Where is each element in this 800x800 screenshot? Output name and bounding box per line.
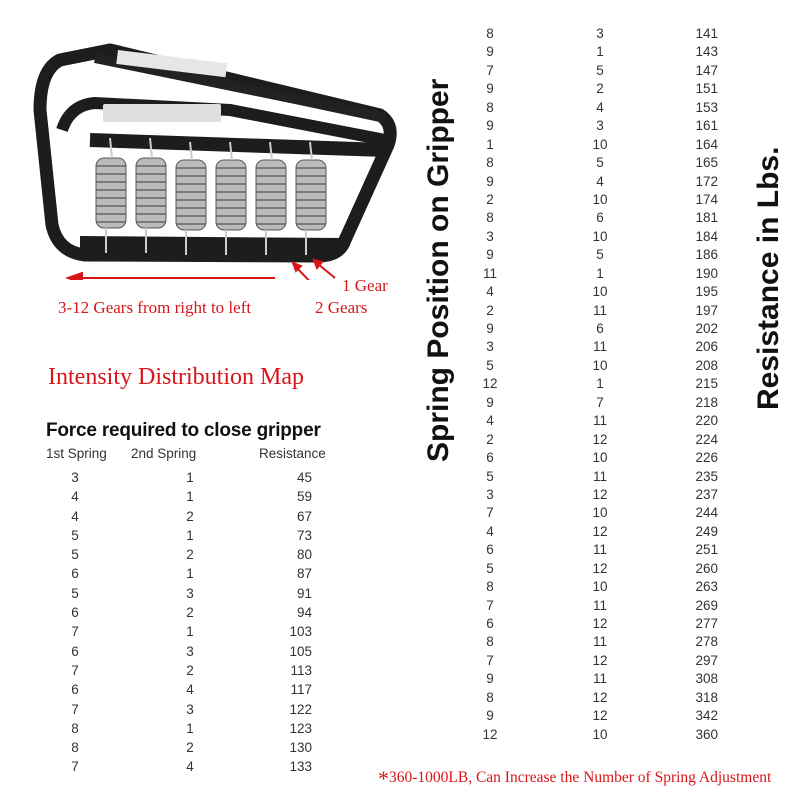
- first-spring-cell: 9: [486, 81, 494, 97]
- second-spring-cell: 3: [186, 701, 194, 717]
- first-spring-cell: 5: [71, 547, 79, 563]
- first-spring-cell: 6: [71, 682, 79, 698]
- header-resistance: Resistance: [259, 446, 326, 461]
- resistance-cell: 184: [695, 228, 718, 244]
- resistance-cell: 105: [289, 643, 312, 659]
- resistance-cell: 172: [695, 173, 718, 189]
- second-spring-cell: 12: [592, 689, 608, 705]
- table-row: [0, 663, 400, 682]
- table-row: [0, 605, 400, 624]
- table-row: [460, 524, 720, 542]
- table-row: [0, 509, 400, 528]
- resistance-cell: 202: [695, 321, 718, 336]
- second-spring-cell: 11: [592, 542, 607, 558]
- resistance-cell: 153: [695, 99, 718, 115]
- first-spring-cell: 4: [486, 284, 494, 300]
- resistance-cell: 174: [695, 191, 718, 207]
- resistance-cell: 297: [695, 652, 718, 668]
- resistance-cell: 206: [695, 339, 718, 355]
- second-spring-cell: 11: [592, 339, 607, 355]
- footnote-text: 360-1000LB, Can Increase the Number of Spring Adjustment: [389, 769, 772, 786]
- resistance-cell: 123: [289, 720, 312, 736]
- resistance-cell: 181: [695, 210, 718, 226]
- first-spring-cell: 8: [486, 99, 494, 115]
- table-row: [460, 413, 720, 431]
- first-spring-cell: 6: [486, 542, 494, 558]
- first-spring-cell: 9: [486, 321, 494, 336]
- resistance-cell: 103: [289, 624, 312, 640]
- table-row: [460, 63, 720, 81]
- gear-2-label: 2 Gears: [315, 298, 368, 317]
- second-spring-cell: 2: [186, 508, 194, 524]
- resistance-cell: 186: [695, 247, 718, 263]
- resistance-cell: 143: [695, 44, 718, 60]
- first-spring-cell: 4: [71, 508, 79, 524]
- table-row: [460, 321, 720, 339]
- direction-arrow-icon: [68, 273, 275, 280]
- second-spring-cell: 12: [592, 560, 608, 576]
- resistance-cell: 151: [695, 81, 718, 97]
- first-spring-cell: 7: [71, 624, 79, 640]
- resistance-cell: 244: [695, 505, 718, 521]
- second-spring-cell: 12: [592, 523, 608, 539]
- table-row: [460, 598, 720, 616]
- asterisk-icon: *: [378, 766, 389, 791]
- first-spring-cell: 8: [486, 634, 494, 650]
- resistance-cell: 342: [695, 708, 718, 724]
- table-row: [460, 210, 720, 228]
- first-spring-cell: 8: [486, 689, 494, 705]
- resistance-cell: 130: [289, 740, 312, 756]
- second-spring-cell: 2: [596, 81, 604, 97]
- first-spring-cell: 9: [486, 394, 494, 410]
- first-spring-cell: 2: [486, 431, 494, 447]
- table-row: [0, 566, 400, 585]
- resistance-cell: 260: [695, 560, 718, 576]
- first-spring-cell: 6: [71, 605, 79, 621]
- resistance-cell: 237: [695, 486, 718, 502]
- table-row: [460, 727, 720, 745]
- resistance-cell: 133: [289, 759, 312, 775]
- table-row: [460, 229, 720, 247]
- resistance-cell: 164: [695, 136, 718, 152]
- second-spring-cell: 11: [592, 302, 607, 318]
- second-spring-cell: 1: [186, 527, 194, 543]
- table-row: [460, 432, 720, 450]
- table-row: [460, 339, 720, 357]
- second-spring-cell: 4: [186, 682, 194, 698]
- spring-position-label: Spring Position on Gripper: [422, 78, 455, 462]
- table-row: [0, 470, 400, 489]
- table-row: [460, 671, 720, 689]
- second-spring-cell: 11: [592, 413, 607, 429]
- second-spring-cell: 12: [592, 431, 608, 447]
- table-row: [460, 192, 720, 210]
- resistance-cell: 218: [695, 394, 718, 410]
- first-spring-cell: 4: [71, 489, 79, 505]
- second-spring-cell: 12: [592, 486, 608, 502]
- second-spring-cell: 1: [186, 489, 194, 505]
- force-table-title: Force required to close gripper: [46, 420, 321, 441]
- second-spring-cell: 1: [186, 470, 194, 485]
- first-spring-cell: 7: [486, 62, 494, 78]
- second-spring-cell: 12: [592, 708, 608, 724]
- resistance-cell: 235: [695, 468, 718, 484]
- table-row: [460, 505, 720, 523]
- table-row: [460, 653, 720, 671]
- resistance-cell: 215: [695, 376, 718, 392]
- first-spring-cell: 3: [71, 470, 79, 485]
- resistance-cell: 360: [695, 726, 718, 742]
- first-spring-cell: 1: [486, 136, 494, 152]
- table-row: [460, 469, 720, 487]
- resistance-cell: 226: [695, 450, 718, 466]
- table-row: [460, 561, 720, 579]
- table-row: [0, 682, 400, 701]
- table-row: [460, 44, 720, 62]
- first-spring-cell: 6: [486, 450, 494, 466]
- first-spring-cell: 7: [71, 662, 79, 678]
- resistance-cell: 269: [695, 597, 718, 613]
- gear-1-label: 1 Gear: [342, 276, 388, 295]
- resistance-cell: 80: [296, 547, 312, 563]
- table-row: [460, 155, 720, 173]
- second-spring-cell: 1: [186, 566, 194, 582]
- resistance-cell: 224: [695, 431, 718, 447]
- second-spring-cell: 3: [186, 643, 194, 659]
- resistance-cell: 278: [695, 634, 718, 650]
- first-spring-cell: 6: [71, 643, 79, 659]
- second-spring-cell: 10: [592, 228, 608, 244]
- table-row: [460, 395, 720, 413]
- resistance-cell: 113: [290, 662, 312, 678]
- second-spring-cell: 5: [596, 247, 604, 263]
- resistance-cell: 87: [296, 566, 312, 582]
- resistance-cell: 251: [695, 542, 718, 558]
- first-spring-cell: 7: [486, 505, 494, 521]
- second-spring-cell: 1: [596, 376, 604, 392]
- second-spring-cell: 10: [592, 505, 608, 521]
- second-spring-cell: 11: [592, 468, 607, 484]
- second-spring-cell: 4: [186, 759, 194, 775]
- resistance-cell: 277: [695, 616, 718, 631]
- first-spring-cell: 9: [486, 118, 494, 134]
- first-spring-cell: 2: [486, 302, 494, 318]
- first-spring-cell: 9: [486, 247, 494, 263]
- resistance-cell: 94: [296, 605, 312, 621]
- table-row: [0, 759, 400, 778]
- resistance-cell: 220: [695, 413, 718, 429]
- table-row: [460, 690, 720, 708]
- resistance-cell: 161: [695, 118, 718, 134]
- table-row: [460, 634, 720, 652]
- table-row: [0, 489, 400, 508]
- table-row: [460, 81, 720, 99]
- table-row: [460, 358, 720, 376]
- resistance-cell: 263: [695, 579, 718, 595]
- first-spring-cell: 5: [486, 357, 494, 373]
- resistance-cell: 59: [296, 489, 312, 505]
- table-row: [0, 624, 400, 643]
- first-spring-cell: 7: [486, 652, 494, 668]
- table-row: [460, 616, 720, 634]
- table-row: [460, 579, 720, 597]
- second-spring-cell: 1: [186, 720, 194, 736]
- first-spring-cell: 8: [71, 720, 79, 736]
- second-spring-cell: 12: [592, 652, 608, 668]
- gear-range-label: 3-12 Gears from right to left: [58, 298, 252, 317]
- first-spring-cell: 7: [71, 701, 79, 717]
- first-spring-cell: 5: [71, 585, 79, 601]
- second-spring-cell: 4: [596, 99, 604, 115]
- resistance-cell: 45: [296, 470, 312, 485]
- first-spring-cell: 11: [482, 265, 497, 281]
- second-spring-cell: 3: [186, 585, 194, 601]
- first-spring-cell: 12: [482, 726, 498, 742]
- table-row: [460, 708, 720, 726]
- first-spring-cell: 5: [71, 527, 79, 543]
- first-spring-cell: 12: [482, 376, 498, 392]
- second-spring-cell: 3: [596, 26, 604, 41]
- second-spring-cell: 11: [592, 634, 607, 650]
- first-spring-cell: 3: [486, 228, 494, 244]
- first-spring-cell: 9: [486, 671, 494, 687]
- second-spring-cell: 10: [592, 450, 608, 466]
- table-row: [460, 118, 720, 136]
- second-spring-cell: 6: [596, 210, 604, 226]
- second-spring-cell: 2: [186, 605, 194, 621]
- resistance-cell: 165: [695, 155, 718, 171]
- first-spring-cell: 3: [486, 486, 494, 502]
- resistance-cell: 197: [695, 302, 718, 318]
- first-spring-cell: 6: [486, 616, 494, 631]
- table-row: [0, 547, 400, 566]
- resistance-cell: 122: [289, 701, 312, 717]
- table-row: [460, 487, 720, 505]
- first-spring-cell: 7: [71, 759, 79, 775]
- table-row: [460, 542, 720, 560]
- second-spring-cell: 10: [592, 284, 608, 300]
- second-spring-cell: 10: [592, 136, 608, 152]
- header-2nd-spring: 2nd Spring: [131, 446, 197, 461]
- first-spring-cell: 3: [486, 339, 494, 355]
- table-row: [460, 26, 720, 44]
- second-spring-cell: 6: [596, 321, 604, 336]
- second-spring-cell: 2: [186, 547, 194, 563]
- force-table-left: [0, 470, 400, 779]
- table-row: [460, 137, 720, 155]
- second-spring-cell: 10: [592, 579, 608, 595]
- first-spring-cell: 2: [486, 191, 494, 207]
- table-row: [460, 450, 720, 468]
- resistance-cell: 190: [695, 265, 718, 281]
- table-row: [460, 174, 720, 192]
- resistance-cell: 73: [296, 527, 312, 543]
- second-spring-cell: 5: [596, 155, 604, 171]
- map-title: Intensity Distribution Map: [48, 364, 304, 390]
- header-1st-spring: 1st Spring: [46, 446, 107, 461]
- table-row: [0, 644, 400, 663]
- second-spring-cell: 12: [592, 616, 608, 631]
- force-table-right: [460, 26, 720, 745]
- second-spring-cell: 1: [186, 624, 194, 640]
- resistance-cell: 208: [695, 357, 718, 373]
- table-row: [0, 721, 400, 740]
- table-row: [460, 247, 720, 265]
- second-spring-cell: 5: [596, 62, 604, 78]
- first-spring-cell: 4: [486, 413, 494, 429]
- second-spring-cell: 11: [592, 671, 607, 687]
- resistance-cell: 117: [290, 682, 312, 698]
- second-spring-cell: 4: [596, 173, 604, 189]
- first-spring-cell: 7: [486, 597, 494, 613]
- first-spring-cell: 9: [486, 708, 494, 724]
- first-spring-cell: 6: [71, 566, 79, 582]
- first-spring-cell: 8: [71, 740, 79, 756]
- gear-pointer-arrows-icon: [293, 260, 335, 280]
- second-spring-cell: 11: [592, 597, 607, 613]
- second-spring-cell: 10: [592, 357, 608, 373]
- second-spring-cell: 1: [596, 44, 604, 60]
- first-spring-cell: 8: [486, 155, 494, 171]
- table-row: [460, 266, 720, 284]
- second-spring-cell: 3: [596, 118, 604, 134]
- first-spring-cell: 5: [486, 560, 494, 576]
- second-spring-cell: 10: [592, 191, 608, 207]
- resistance-cell: 91: [296, 585, 312, 601]
- table-row: [0, 740, 400, 759]
- resistance-cell: 147: [695, 62, 718, 78]
- second-spring-cell: 1: [596, 265, 604, 281]
- table-row: [0, 528, 400, 547]
- resistance-cell: 195: [695, 284, 718, 300]
- hand-gripper-image: [0, 0, 410, 280]
- resistance-cell: 141: [695, 26, 718, 41]
- second-spring-cell: 10: [592, 726, 608, 742]
- first-spring-cell: 9: [486, 173, 494, 189]
- resistance-cell: 308: [695, 671, 718, 687]
- resistance-lbs-label: Resistance in Lbs.: [752, 146, 785, 410]
- table-row: [0, 702, 400, 721]
- second-spring-cell: 7: [596, 394, 604, 410]
- resistance-cell: 318: [695, 689, 718, 705]
- first-spring-cell: 8: [486, 579, 494, 595]
- table-row: [460, 376, 720, 394]
- table-row: [460, 284, 720, 302]
- table-row: [0, 586, 400, 605]
- footnote: [378, 762, 772, 791]
- first-spring-cell: 8: [486, 26, 494, 41]
- first-spring-cell: 9: [486, 44, 494, 60]
- table-row: [460, 100, 720, 118]
- first-spring-cell: 5: [486, 468, 494, 484]
- second-spring-cell: 2: [186, 740, 194, 756]
- first-spring-cell: 8: [486, 210, 494, 226]
- resistance-cell: 67: [296, 508, 312, 524]
- table-row: [460, 303, 720, 321]
- first-spring-cell: 4: [486, 523, 494, 539]
- resistance-cell: 249: [695, 523, 718, 539]
- second-spring-cell: 2: [186, 662, 194, 678]
